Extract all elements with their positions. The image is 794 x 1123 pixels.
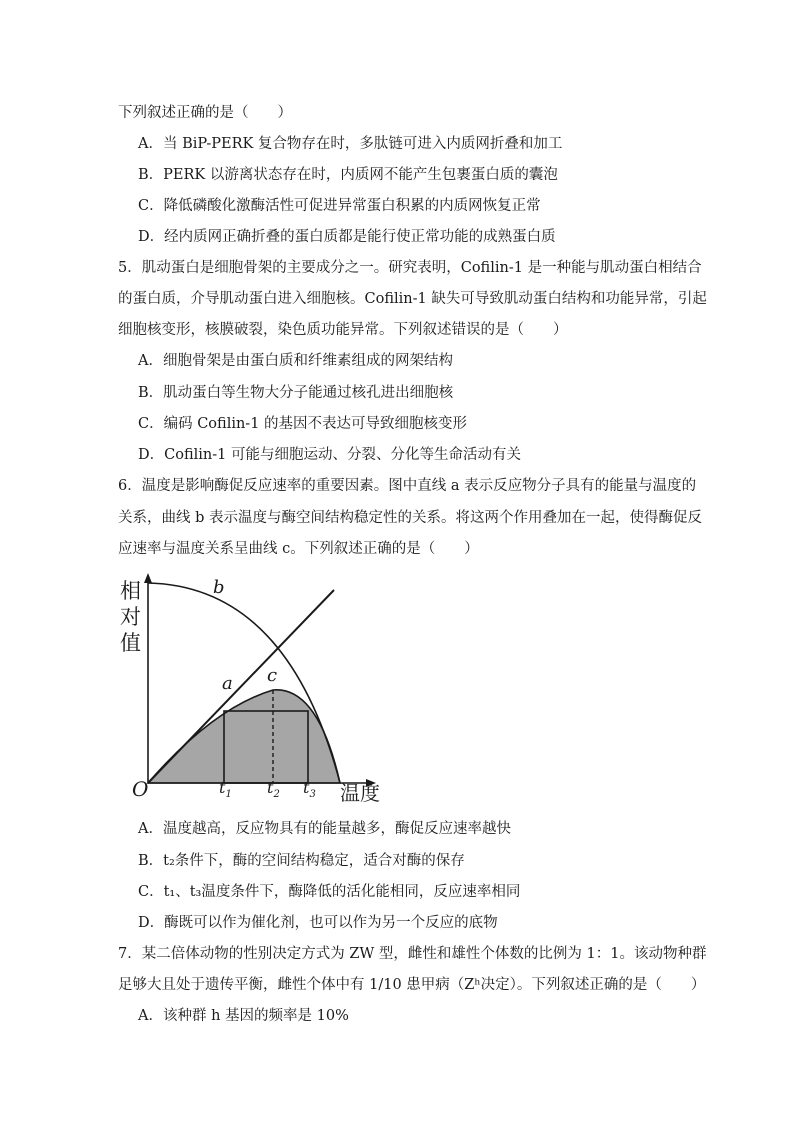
enzyme-temperature-figure [118, 568, 390, 808]
curve-b-label: b [213, 577, 225, 598]
x-axis-label: 温度 [340, 781, 380, 805]
q4-stem: 下列叙述正确的是（ ） [118, 105, 292, 121]
y-axis-label-3: 值 [120, 631, 141, 655]
line-a-label: a [222, 673, 233, 694]
q5-option-b: B．肌动蛋白等生物大分子能通过核孔进出细胞核 [138, 385, 454, 401]
q4-option-c: C．降低磷酸化激酶活性可促进异常蛋白积累的内质网恢复正常 [138, 198, 541, 214]
q6-stem-line-1: 6．温度是影响酶促反应速率的重要因素。图中直线 a 表示反应物分子具有的能量与温度的 [118, 478, 697, 494]
q5-stem-line-2: 的蛋白质，介导肌动蛋白进入细胞核。Cofilin-1 缺失可导致肌动蛋白结构和功能异常，引起 [118, 291, 707, 307]
q5-option-a: A．细胞骨架是由蛋白质和纤维素组成的网架结构 [138, 353, 453, 369]
q6-stem-line-3: 应速率与温度关系呈曲线 c。下列叙述正确的是（ ） [118, 541, 479, 557]
tick-t2: $t_2$ [267, 778, 280, 800]
y-axis-arrow [144, 573, 152, 583]
q5-option-c: C．编码 Cofilin-1 的基因不表达可导致细胞核变形 [138, 416, 468, 432]
q4-option-d: D．经内质网正确折叠的蛋白质都是能行使正常功能的成熟蛋白质 [138, 229, 556, 245]
q4-option-b: B．PERK 以游离状态存在时，内质网不能产生包裹蛋白质的囊泡 [138, 167, 558, 183]
y-axis-label-1: 相 [120, 579, 141, 603]
origin-label: O [132, 777, 149, 801]
q5-stem-line-3: 细胞核变形，核膜破裂，染色质功能异常。下列叙述错误的是（ ） [118, 322, 568, 338]
q5-stem-line-1: 5．肌动蛋白是细胞骨架的主要成分之一。研究表明，Cofilin-1 是一种能与肌动蛋白相结合 [118, 260, 702, 276]
tick-t3: $t_3$ [303, 778, 316, 800]
q7-option-a: A．该种群 h 基因的频率是 10% [138, 1008, 349, 1024]
q6-option-a: A．温度越高，反应物具有的能量越多，酶促反应速率越快 [138, 821, 511, 837]
q5-option-d: D．Cofilin-1 可能与细胞运动、分裂、分化等生命活动有关 [138, 447, 521, 463]
q6-option-d: D．酶既可以作为催化剂，也可以作为另一个反应的底物 [138, 915, 498, 931]
q7-stem-line-2: 足够大且处于遗传平衡，雌性个体中有 1/10 患甲病（Zʰ决定）。下列叙述正确的是（ ） [118, 977, 706, 993]
y-axis-label-2: 对 [120, 605, 141, 629]
q6-stem-line-2: 关系，曲线 b 表示温度与酶空间结构稳定性的关系。将这两个作用叠加在一起，使得酶促反 [118, 510, 702, 526]
figure-svg [118, 568, 390, 808]
tick-t1: $t_1$ [219, 778, 232, 800]
q7-stem-line-1: 7．某二倍体动物的性别决定方式为 ZW 型，雌性和雄性个体数的比例为 1：1。该动物种群 [118, 946, 707, 962]
q6-option-b: B．t₂条件下，酶的空间结构稳定，适合对酶的保存 [138, 853, 465, 869]
curve-c-label: c [267, 665, 278, 686]
q4-option-a: A．当 BiP-PERK 复合物存在时，多肽链可进入内质网折叠和加工 [138, 136, 563, 152]
q6-option-c: C．t₁、t₃温度条件下，酶降低的活化能相同，反应速率相同 [138, 884, 521, 900]
